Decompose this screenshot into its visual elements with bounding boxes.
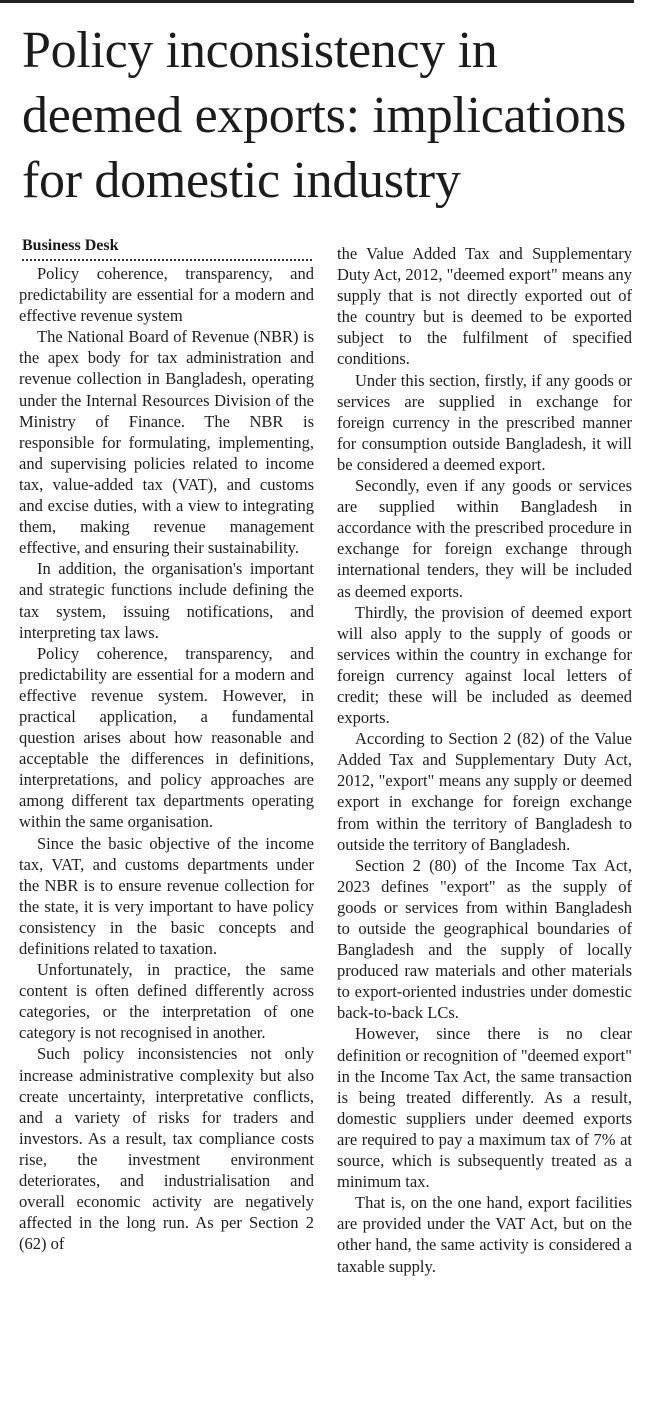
headline-line-1: Policy inconsistency in (22, 22, 498, 79)
left-paragraph-7: Such policy inconsistencies not only increase administrative complexity but also create uncertainty, interpretative conflicts, and a variety of risks for traders and investors. As a result, tax compliance costs rise, the investment environment deteriorates, and industrialisation and overall economic activity are negatively affected in the long run. As per Section 2 (62) of (19, 1044, 314, 1254)
right-paragraph-6: Section 2 (80) of the Income Tax Act, 2023 defines "export" as the supply of goods or services from within Bangladesh to outside the geographical boundaries of Bangladesh and the supply of locally produced raw materials and other materials to export-oriented industries under domestic back-to-back LCs. (337, 855, 632, 1023)
byline: Business Desk (22, 237, 312, 261)
left-paragraph-2: The National Board of Revenue (NBR) is the apex body for tax administration and revenue collection in Bangladesh, operating under the Internal Resources Division of the Ministry of Finance. The NBR is responsible for formulating, implementing, and supervising policies related to income tax, value-added tax (VAT), and customs and excise duties, with a view to integrating them, making revenue management effective, and ensuring their sustainability. (19, 327, 314, 558)
right-column (337, 243, 632, 1277)
right-paragraph-3: Secondly, even if any goods or services are supplied within Bangladesh in accordance with the prescribed procedure in exchange for foreign exchange through international tenders, they will be included as deemed exports. (337, 476, 632, 601)
right-paragraph-7: However, since there is no clear definition or recognition of "deemed export" in the Income Tax Act, the same transaction is being treated differently. As a result, domestic suppliers under deemed exports are required to pay a maximum tax of 7% at source, which is subsequently treated as a minimum tax. (337, 1024, 632, 1192)
left-paragraph-6: Unfortunately, in practice, the same content is often defined differently across categories, or the interpretation of one category is not recognised in another. (19, 960, 314, 1043)
right-paragraph-1: the Value Added Tax and Supplementary Duty Act, 2012, "deemed export" means any supply that is not directly exported out of the country but is deemed to be exported subject to the fulfilment of specified conditions. (337, 244, 632, 369)
right-paragraph-2: Under this section, firstly, if any goods or services are supplied in exchange for foreign currency in the prescribed manner for consumption outside Bangladesh, it will be considered a deemed export. (337, 370, 632, 474)
headline-line-3: for domestic industry (22, 152, 461, 209)
left-column (19, 263, 314, 1254)
right-paragraph-4: Thirdly, the provision of deemed export will also apply to the supply of goods or services within the country in exchange for foreign currency against local letters of credit; these will be included as deemed exports. (337, 602, 632, 728)
headline-line-2: deemed exports: implications (22, 87, 626, 144)
headline (22, 18, 642, 213)
top-rule (0, 0, 634, 3)
right-paragraph-8: That is, on the one hand, export facilities are provided under the VAT Act, but on the other hand, the same activity is considered a taxable supply. (337, 1193, 632, 1276)
left-paragraph-1: Policy coherence, transparency, and predictability are essential for a modern and effective revenue system (19, 264, 314, 326)
right-paragraph-5: According to Section 2 (82) of the Value Added Tax and Supplementary Duty Act, 2012, "export" means any supply or deemed export in exchange for foreign exchange from within the territory of Bangladesh to outside the territory of Bangladesh. (337, 729, 632, 854)
left-paragraph-4: Policy coherence, transparency, and predictability are essential for a modern and effective revenue system. However, in practical application, a fundamental question arises about how reasonable and acceptable the differences in definitions, interpretations, and policy approaches are among different tax departments operating within the same organisation. (19, 643, 314, 832)
left-paragraph-3: In addition, the organisation's important and strategic functions include defining the tax system, issuing notifications, and interpreting tax laws. (19, 559, 314, 642)
left-paragraph-5: Since the basic objective of the income tax, VAT, and customs departments under the NBR is to ensure revenue collection for the state, it is very important to have policy consistency in the basic concepts and definitions related to taxation. (19, 833, 314, 958)
